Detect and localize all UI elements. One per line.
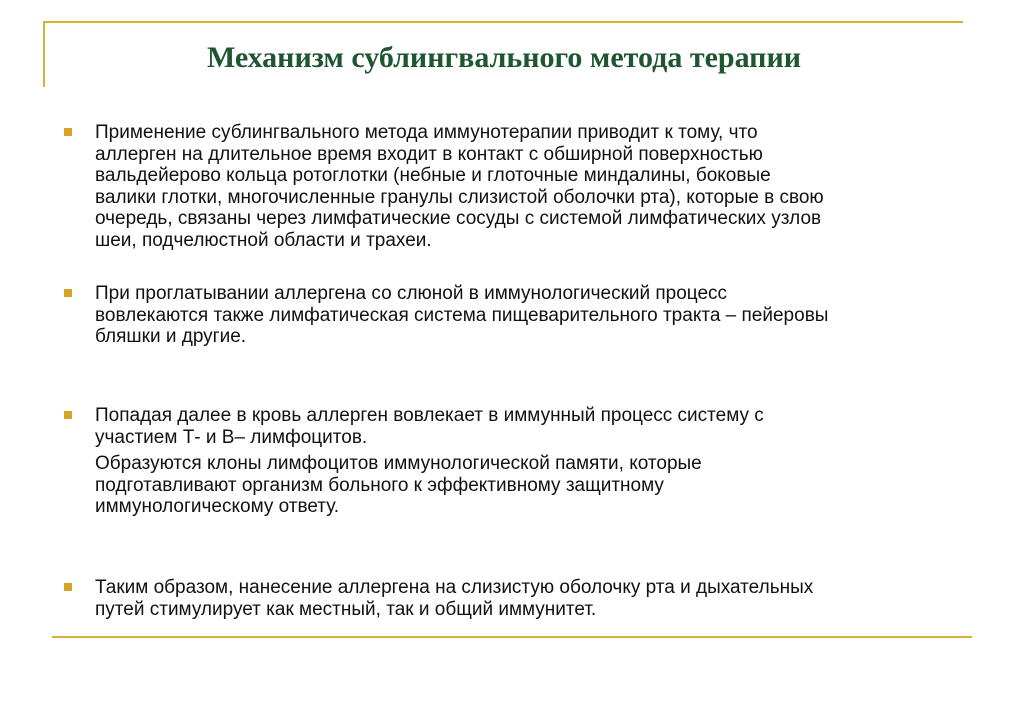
bullet-square-icon — [64, 128, 72, 136]
bullet-item-1 — [64, 122, 969, 251]
bullet-item-3 — [64, 405, 969, 518]
bullet-item-4 — [64, 577, 969, 620]
bullet-text: Применение сублингвального метода иммунотерапии приводит к тому, что аллерген на длительное время входит в контакт с обширной поверхностью вальдейерово кольца ротоглотки (небные и глоточные миндалины, боковые валики глотки, многочисленные гранулы слизистой оболочки рта), которые в свою очередь, связаны через лимфатические сосуды с системой лимфатических узлов шеи, подчелюстной области и трахеи. — [95, 122, 824, 251]
bullet-text: Таким образом, нанесение аллергена на слизистую оболочку рта и дыхательных путей стимулирует как местный, так и общий иммунитет. — [95, 577, 814, 620]
bullet-square-icon — [64, 583, 72, 591]
slide-title: Механизм сублингвального метода терапии — [206, 41, 802, 74]
bullet-square-icon — [64, 411, 72, 419]
bullet-text: Попадая далее в кровь аллерген вовлекает в иммунный процесс систему с участием Т- и В– лимфоцитов. — [95, 405, 764, 448]
bullet-item-2 — [64, 283, 969, 348]
frame-top-line — [43, 21, 963, 23]
bullet-text: При проглатывании аллергена со слюной в иммунологический процесс вовлекаются также лимфатическая система пищеварительного тракта – пейеровы бляшки и другие. — [95, 283, 829, 347]
frame-bottom-line — [52, 636, 972, 638]
bullet-square-icon — [64, 289, 72, 297]
bullet-continuation-text: Образуются клоны лимфоцитов иммунологической памяти, которые подготавливают организм больного к эффективному защитному иммунологическому ответу. — [95, 453, 702, 517]
